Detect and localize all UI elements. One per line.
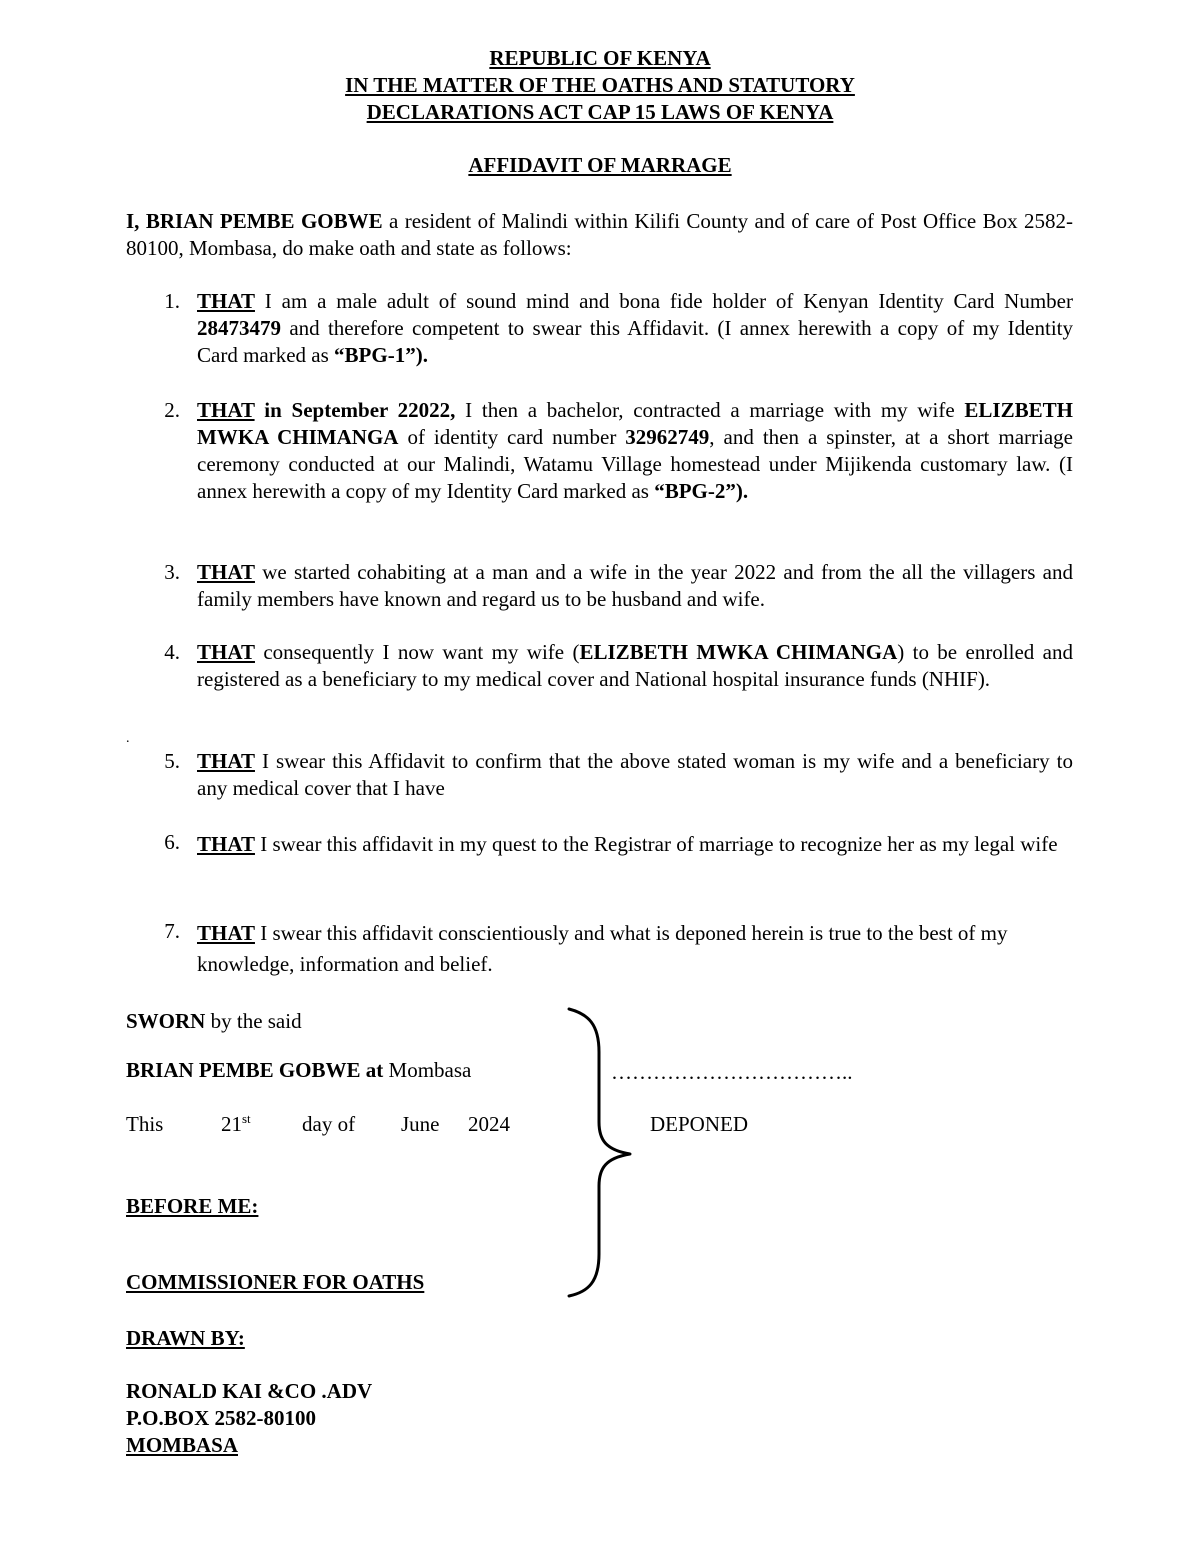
drafter-box: P.O.BOX 2582-80100 [126, 1406, 316, 1430]
that-keyword: THAT [197, 289, 255, 313]
that-keyword: THAT [197, 749, 255, 773]
right-brace-icon [566, 1004, 638, 1300]
list-item [197, 829, 1073, 860]
list-item [197, 288, 1073, 369]
date-this: This [126, 1112, 164, 1136]
item-number: 4. [164, 640, 180, 664]
item-text: I then a bachelor, contracted a marriage with my wife [455, 398, 965, 422]
item-text: we started cohabiting at a man and a wife in the year 2022 and from the all the villagers and family members have known and regard us to be husband and wife. [197, 560, 1073, 611]
deponent-name-jurat: BRIAN PEMBE GOBWE at [126, 1058, 384, 1082]
item-text: I swear this Affidavit to confirm that the above stated woman is my wife and a beneficiary to any medical cover that I have [197, 749, 1073, 800]
item-text: , and then a spinster, at a short marriage ceremony conducted at our Malindi, Watamu Village homestead under Mijikenda customary law. (I annex herewith a copy of my Identity Card marked as [197, 425, 1073, 503]
date-day-of: day of [302, 1112, 356, 1136]
header-matter: IN THE MATTER OF THE OATHS AND STATUTORY [345, 73, 855, 97]
item-text: ) to be enrolled and registered as a beneficiary to my medical cover and National hospital insurance funds (NHIF). [197, 640, 1073, 691]
intro-text: a resident of Malindi within Kilifi County and of care of Post Office Box 2582-80100, Mombasa, do make oath and state as follows: [126, 209, 1073, 260]
stray-dot: . [126, 731, 130, 746]
sworn-place: Mombasa [383, 1058, 472, 1082]
item-text: consequently I now want my wife ( [254, 640, 580, 664]
list-item [197, 639, 1073, 693]
annex-mark: “BPG-1”). [334, 343, 428, 367]
that-keyword: THAT [197, 921, 255, 945]
that-keyword: THAT [197, 640, 255, 664]
commissioner-label: COMMISSIONER FOR OATHS [126, 1270, 425, 1294]
that-keyword: THAT [197, 832, 255, 856]
signature-line: …………………………….. [611, 1060, 853, 1084]
before-me-label: BEFORE ME: [126, 1194, 259, 1218]
header-republic: REPUBLIC OF KENYA [489, 46, 711, 70]
item-number: 2. [164, 398, 180, 422]
list-item [197, 397, 1073, 505]
item-number: 1. [164, 289, 180, 313]
item-number: 7. [164, 919, 180, 943]
item-text: I swear this affidavit in my quest to the Registrar of marriage to recognize her as my legal wife [254, 832, 1058, 856]
that-keyword: THAT [197, 560, 255, 584]
marriage-date: in September 22022, [254, 398, 456, 422]
list-item [197, 748, 1073, 802]
day-number: 21 [221, 1112, 242, 1136]
item-number: 3. [164, 560, 180, 584]
deponent-line [126, 1057, 471, 1084]
sworn-word: SWORN [126, 1009, 206, 1033]
item-text: of identity card number [398, 425, 626, 449]
deponed-label: DEPONED [650, 1112, 748, 1136]
date-year: 2024 [468, 1112, 510, 1136]
sworn-rest: by the said [205, 1009, 302, 1033]
drafter-firm: RONALD KAI &CO .ADV [126, 1379, 373, 1403]
id-number: 32962749 [625, 425, 710, 449]
list-item [197, 559, 1073, 613]
sworn-line [126, 1008, 302, 1035]
drafter-city: MOMBASA [126, 1433, 238, 1457]
day-suffix: st [242, 1111, 251, 1126]
item-number: 6. [164, 830, 180, 854]
id-number: 28473479 [197, 316, 281, 340]
intro-paragraph [126, 208, 1073, 262]
drawn-by-label: DRAWN BY: [126, 1326, 245, 1350]
item-text: and therefore competent to swear this Affidavit. (I annex herewith a copy of my Identity Card marked as [197, 316, 1073, 367]
date-day [221, 1111, 251, 1138]
item-text: I swear this affidavit conscientiously and what is deponed herein is true to the best of my knowledge, information and belief. [197, 921, 1008, 976]
date-month: June [401, 1112, 440, 1136]
deponent-name: I, BRIAN PEMBE GOBWE [126, 209, 383, 233]
item-text: I am a male adult of sound mind and bona fide holder of Kenyan Identity Card Number [254, 289, 1073, 313]
wife-name: ELIZBETH MWKA CHIMANGA [579, 640, 898, 664]
document-title: AFFIDAVIT OF MARRAGE [468, 153, 732, 177]
item-number: 5. [164, 749, 180, 773]
that-keyword: THAT [197, 398, 255, 422]
wife-name: ELIZBETH MWKA CHIMANGA [197, 398, 1073, 449]
annex-mark: “BPG-2”). [654, 479, 749, 503]
list-item [197, 918, 1073, 980]
header-act: DECLARATIONS ACT CAP 15 LAWS OF KENYA [366, 100, 834, 124]
